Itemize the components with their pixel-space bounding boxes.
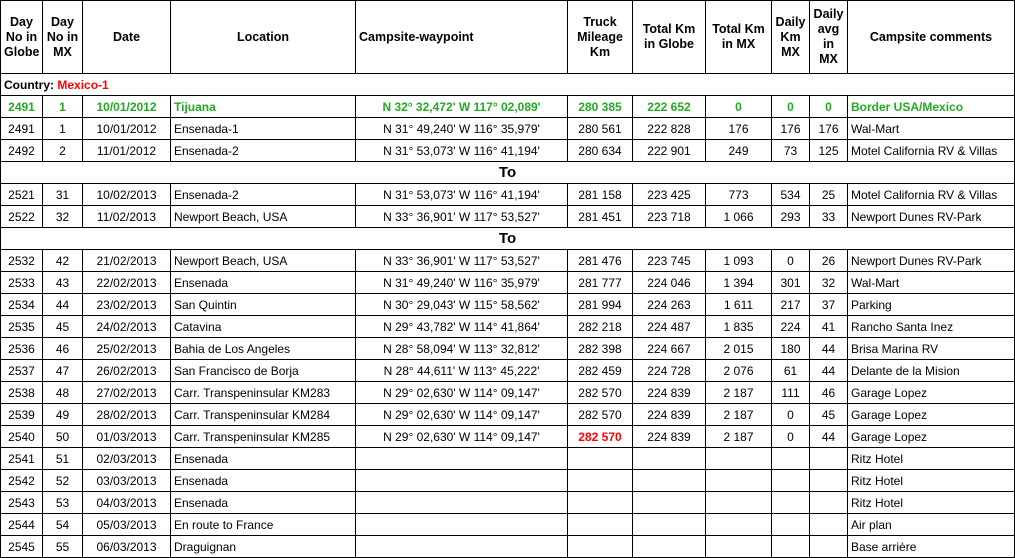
cell-date: 01/03/2013 xyxy=(83,426,171,448)
cell-daily-avg: 46 xyxy=(810,382,848,404)
cell-mileage xyxy=(568,492,633,514)
cell-comments: Wal-Mart xyxy=(848,272,1015,294)
cell-waypoint: N 33° 36,901' W 117° 53,527' xyxy=(356,206,568,228)
table-row xyxy=(1,338,1015,360)
cell-mileage: 280 385 xyxy=(568,96,633,118)
cell-day-mx: 32 xyxy=(43,206,83,228)
cell-daily-km: 0 xyxy=(772,426,810,448)
cell-comments: Newport Dunes RV-Park xyxy=(848,206,1015,228)
cell-day-globe: 2543 xyxy=(1,492,43,514)
table-row xyxy=(1,272,1015,294)
separator-row xyxy=(1,162,1015,184)
cell-comments: Brisa Marina RV xyxy=(848,338,1015,360)
header-comments: Campsite comments xyxy=(848,1,1015,74)
cell-location: Catavina xyxy=(171,316,356,338)
country-label: Country: xyxy=(4,77,54,92)
header-mileage: Truck Mileage Km xyxy=(568,1,633,74)
table-row xyxy=(1,140,1015,162)
cell-date: 23/02/2013 xyxy=(83,294,171,316)
separator-row xyxy=(1,228,1015,250)
header-row xyxy=(1,1,1015,74)
cell-comments: Parking xyxy=(848,294,1015,316)
cell-date: 22/02/2013 xyxy=(83,272,171,294)
cell-daily-km: 180 xyxy=(772,338,810,360)
country-value: Mexico-1 xyxy=(57,77,109,92)
table-row xyxy=(1,514,1015,536)
cell-total-mx: 2 076 xyxy=(706,360,772,382)
cell-daily-km: 0 xyxy=(772,96,810,118)
cell-mileage: 282 570 xyxy=(568,382,633,404)
cell-day-mx: 1 xyxy=(43,118,83,140)
header-location: Location xyxy=(171,1,356,74)
cell-day-globe: 2532 xyxy=(1,250,43,272)
cell-total-mx: 2 187 xyxy=(706,382,772,404)
cell-date: 06/03/2013 xyxy=(83,536,171,558)
cell-daily-km xyxy=(772,492,810,514)
cell-day-globe: 2534 xyxy=(1,294,43,316)
cell-total-mx: 176 xyxy=(706,118,772,140)
cell-day-mx: 42 xyxy=(43,250,83,272)
cell-day-mx: 50 xyxy=(43,426,83,448)
table-row xyxy=(1,118,1015,140)
cell-total-mx: 1 394 xyxy=(706,272,772,294)
cell-day-mx: 46 xyxy=(43,338,83,360)
cell-total-globe: 224 046 xyxy=(633,272,706,294)
cell-daily-km: 534 xyxy=(772,184,810,206)
cell-total-globe xyxy=(633,536,706,558)
cell-day-globe: 2492 xyxy=(1,140,43,162)
cell-mileage: 281 777 xyxy=(568,272,633,294)
table-row xyxy=(1,404,1015,426)
cell-mileage xyxy=(568,470,633,492)
cell-daily-km xyxy=(772,470,810,492)
cell-total-mx: 249 xyxy=(706,140,772,162)
cell-date: 11/01/2012 xyxy=(83,140,171,162)
cell-day-mx: 49 xyxy=(43,404,83,426)
cell-mileage xyxy=(568,514,633,536)
cell-daily-km: 301 xyxy=(772,272,810,294)
cell-total-globe: 224 487 xyxy=(633,316,706,338)
cell-date: 10/01/2012 xyxy=(83,96,171,118)
cell-comments: Motel California RV & Villas xyxy=(848,140,1015,162)
cell-comments: Ritz Hotel xyxy=(848,448,1015,470)
cell-comments: Border USA/Mexico xyxy=(848,96,1015,118)
cell-total-globe: 224 667 xyxy=(633,338,706,360)
header-daily-km: Daily Km MX xyxy=(772,1,810,74)
cell-daily-avg: 41 xyxy=(810,316,848,338)
cell-waypoint: N 29° 02,630' W 114° 09,147' xyxy=(356,426,568,448)
cell-comments: Rancho Santa Inez xyxy=(848,316,1015,338)
header-daily-avg: Daily avg in MX xyxy=(810,1,848,74)
table-row xyxy=(1,492,1015,514)
cell-daily-avg xyxy=(810,470,848,492)
table-row xyxy=(1,96,1015,118)
cell-date: 10/02/2013 xyxy=(83,184,171,206)
cell-total-mx xyxy=(706,492,772,514)
header-date: Date xyxy=(83,1,171,74)
cell-day-globe: 2491 xyxy=(1,118,43,140)
cell-daily-km: 0 xyxy=(772,250,810,272)
cell-daily-km: 224 xyxy=(772,316,810,338)
cell-date: 03/03/2013 xyxy=(83,470,171,492)
cell-total-mx: 1 066 xyxy=(706,206,772,228)
cell-total-globe xyxy=(633,448,706,470)
cell-day-globe: 2544 xyxy=(1,514,43,536)
cell-total-globe: 224 839 xyxy=(633,404,706,426)
cell-location: Draguignan xyxy=(171,536,356,558)
cell-daily-avg: 32 xyxy=(810,272,848,294)
cell-date: 04/03/2013 xyxy=(83,492,171,514)
cell-day-mx: 55 xyxy=(43,536,83,558)
cell-waypoint: N 33° 36,901' W 117° 53,527' xyxy=(356,250,568,272)
cell-total-mx: 1 093 xyxy=(706,250,772,272)
cell-location: Ensenada-1 xyxy=(171,118,356,140)
cell-day-globe: 2539 xyxy=(1,404,43,426)
cell-daily-km: 0 xyxy=(772,404,810,426)
cell-day-globe: 2537 xyxy=(1,360,43,382)
header-total-mx: Total Km in MX xyxy=(706,1,772,74)
table-row xyxy=(1,426,1015,448)
cell-mileage: 282 218 xyxy=(568,316,633,338)
cell-date: 02/03/2013 xyxy=(83,448,171,470)
cell-waypoint: N 29° 02,630' W 114° 09,147' xyxy=(356,382,568,404)
cell-total-globe: 224 839 xyxy=(633,382,706,404)
cell-mileage: 282 570 xyxy=(568,426,633,448)
cell-mileage: 280 561 xyxy=(568,118,633,140)
table-row xyxy=(1,184,1015,206)
cell-date: 11/02/2013 xyxy=(83,206,171,228)
cell-daily-avg: 45 xyxy=(810,404,848,426)
cell-waypoint: N 28° 58,094' W 113° 32,812' xyxy=(356,338,568,360)
table-row xyxy=(1,250,1015,272)
cell-daily-avg: 26 xyxy=(810,250,848,272)
cell-day-mx: 45 xyxy=(43,316,83,338)
cell-day-globe: 2541 xyxy=(1,448,43,470)
cell-mileage xyxy=(568,536,633,558)
cell-daily-km: 111 xyxy=(772,382,810,404)
cell-location: Ensenada-2 xyxy=(171,140,356,162)
cell-total-mx xyxy=(706,448,772,470)
cell-waypoint: N 31° 49,240' W 116° 35,979' xyxy=(356,272,568,294)
cell-day-mx: 51 xyxy=(43,448,83,470)
cell-comments: Garage Lopez xyxy=(848,382,1015,404)
cell-mileage: 281 451 xyxy=(568,206,633,228)
cell-daily-avg xyxy=(810,448,848,470)
cell-total-globe: 224 839 xyxy=(633,426,706,448)
cell-day-mx: 31 xyxy=(43,184,83,206)
cell-waypoint: N 28° 44,611' W 113° 45,222' xyxy=(356,360,568,382)
cell-location: En route to France xyxy=(171,514,356,536)
cell-location: Tijuana xyxy=(171,96,356,118)
cell-waypoint: N 31° 53,073' W 116° 41,194' xyxy=(356,140,568,162)
cell-total-globe xyxy=(633,470,706,492)
cell-date: 05/03/2013 xyxy=(83,514,171,536)
cell-mileage xyxy=(568,448,633,470)
cell-day-mx: 53 xyxy=(43,492,83,514)
cell-day-globe: 2540 xyxy=(1,426,43,448)
cell-daily-km xyxy=(772,536,810,558)
cell-total-globe: 223 745 xyxy=(633,250,706,272)
cell-day-mx: 47 xyxy=(43,360,83,382)
cell-mileage: 282 570 xyxy=(568,404,633,426)
cell-location: Ensenada xyxy=(171,272,356,294)
cell-date: 24/02/2013 xyxy=(83,316,171,338)
cell-date: 10/01/2012 xyxy=(83,118,171,140)
cell-daily-km: 217 xyxy=(772,294,810,316)
cell-total-globe: 222 652 xyxy=(633,96,706,118)
cell-total-globe: 222 828 xyxy=(633,118,706,140)
cell-comments: Wal-Mart xyxy=(848,118,1015,140)
cell-total-globe: 224 263 xyxy=(633,294,706,316)
separator-text: To xyxy=(1,228,1015,250)
header-day-mx: Day No in MX xyxy=(43,1,83,74)
cell-total-globe: 223 718 xyxy=(633,206,706,228)
cell-location: Carr. Transpeninsular KM283 xyxy=(171,382,356,404)
cell-total-mx xyxy=(706,470,772,492)
cell-total-mx: 2 187 xyxy=(706,426,772,448)
cell-day-mx: 52 xyxy=(43,470,83,492)
header-total-globe: Total Km in Globe xyxy=(633,1,706,74)
cell-total-globe: 223 425 xyxy=(633,184,706,206)
country-cell xyxy=(1,74,1015,96)
cell-comments: Air plan xyxy=(848,514,1015,536)
cell-location: Ensenada xyxy=(171,470,356,492)
cell-daily-avg: 44 xyxy=(810,360,848,382)
header-day-globe: Day No in Globe xyxy=(1,1,43,74)
cell-location: Ensenada-2 xyxy=(171,184,356,206)
cell-daily-avg: 37 xyxy=(810,294,848,316)
cell-day-globe: 2538 xyxy=(1,382,43,404)
cell-daily-km: 176 xyxy=(772,118,810,140)
cell-date: 26/02/2013 xyxy=(83,360,171,382)
table-row xyxy=(1,316,1015,338)
cell-mileage: 281 158 xyxy=(568,184,633,206)
cell-comments: Garage Lopez xyxy=(848,426,1015,448)
cell-daily-km: 61 xyxy=(772,360,810,382)
cell-daily-km xyxy=(772,448,810,470)
cell-daily-avg: 44 xyxy=(810,338,848,360)
cell-day-globe: 2522 xyxy=(1,206,43,228)
cell-location: Bahia de Los Angeles xyxy=(171,338,356,360)
table-row xyxy=(1,448,1015,470)
cell-waypoint xyxy=(356,536,568,558)
cell-day-globe: 2542 xyxy=(1,470,43,492)
header-waypoint: Campsite-waypoint xyxy=(356,1,568,74)
cell-date: 28/02/2013 xyxy=(83,404,171,426)
cell-comments: Ritz Hotel xyxy=(848,470,1015,492)
cell-daily-avg: 25 xyxy=(810,184,848,206)
cell-total-mx: 1 611 xyxy=(706,294,772,316)
cell-day-mx: 54 xyxy=(43,514,83,536)
cell-daily-avg xyxy=(810,492,848,514)
cell-comments: Motel California RV & Villas xyxy=(848,184,1015,206)
cell-waypoint xyxy=(356,514,568,536)
cell-daily-avg: 0 xyxy=(810,96,848,118)
cell-mileage: 281 994 xyxy=(568,294,633,316)
cell-daily-avg: 44 xyxy=(810,426,848,448)
cell-day-globe: 2536 xyxy=(1,338,43,360)
table-row xyxy=(1,382,1015,404)
cell-daily-avg xyxy=(810,536,848,558)
cell-date: 25/02/2013 xyxy=(83,338,171,360)
cell-location: Newport Beach, USA xyxy=(171,206,356,228)
cell-daily-km: 73 xyxy=(772,140,810,162)
cell-total-mx: 2 015 xyxy=(706,338,772,360)
cell-waypoint xyxy=(356,470,568,492)
cell-waypoint: N 31° 53,073' W 116° 41,194' xyxy=(356,184,568,206)
country-row xyxy=(1,74,1015,96)
cell-location: San Francisco de Borja xyxy=(171,360,356,382)
cell-day-globe: 2545 xyxy=(1,536,43,558)
cell-total-mx xyxy=(706,514,772,536)
cell-total-globe xyxy=(633,492,706,514)
cell-day-globe: 2491 xyxy=(1,96,43,118)
cell-daily-km: 293 xyxy=(772,206,810,228)
cell-day-mx: 2 xyxy=(43,140,83,162)
cell-daily-km xyxy=(772,514,810,536)
cell-total-mx: 2 187 xyxy=(706,404,772,426)
table-row xyxy=(1,294,1015,316)
cell-location: Ensenada xyxy=(171,448,356,470)
cell-comments: Ritz Hotel xyxy=(848,492,1015,514)
cell-total-mx xyxy=(706,536,772,558)
cell-comments: Newport Dunes RV-Park xyxy=(848,250,1015,272)
cell-total-globe: 224 728 xyxy=(633,360,706,382)
cell-waypoint: N 31° 49,240' W 116° 35,979' xyxy=(356,118,568,140)
cell-mileage: 280 634 xyxy=(568,140,633,162)
cell-waypoint: N 29° 43,782' W 114° 41,864' xyxy=(356,316,568,338)
cell-waypoint: N 30° 29,043' W 115° 58,562' xyxy=(356,294,568,316)
table-row xyxy=(1,536,1015,558)
cell-location: Newport Beach, USA xyxy=(171,250,356,272)
cell-comments: Base arrière xyxy=(848,536,1015,558)
cell-total-globe: 222 901 xyxy=(633,140,706,162)
cell-comments: Delante de la Mision xyxy=(848,360,1015,382)
cell-location: San Quintin xyxy=(171,294,356,316)
cell-daily-avg xyxy=(810,514,848,536)
cell-mileage: 281 476 xyxy=(568,250,633,272)
cell-day-globe: 2521 xyxy=(1,184,43,206)
cell-comments: Garage Lopez xyxy=(848,404,1015,426)
cell-location: Carr. Transpeninsular KM285 xyxy=(171,426,356,448)
cell-day-mx: 44 xyxy=(43,294,83,316)
cell-waypoint xyxy=(356,448,568,470)
cell-date: 27/02/2013 xyxy=(83,382,171,404)
cell-day-globe: 2535 xyxy=(1,316,43,338)
cell-total-globe xyxy=(633,514,706,536)
cell-day-globe: 2533 xyxy=(1,272,43,294)
cell-waypoint: N 29° 02,630' W 114° 09,147' xyxy=(356,404,568,426)
table-row xyxy=(1,470,1015,492)
cell-location: Ensenada xyxy=(171,492,356,514)
separator-text: To xyxy=(1,162,1015,184)
cell-day-mx: 1 xyxy=(43,96,83,118)
cell-daily-avg: 125 xyxy=(810,140,848,162)
cell-total-mx: 773 xyxy=(706,184,772,206)
cell-waypoint xyxy=(356,492,568,514)
table-row xyxy=(1,360,1015,382)
cell-day-mx: 43 xyxy=(43,272,83,294)
cell-location: Carr. Transpeninsular KM284 xyxy=(171,404,356,426)
cell-daily-avg: 33 xyxy=(810,206,848,228)
table-row xyxy=(1,206,1015,228)
cell-total-mx: 1 835 xyxy=(706,316,772,338)
cell-mileage: 282 398 xyxy=(568,338,633,360)
cell-daily-avg: 176 xyxy=(810,118,848,140)
cell-day-mx: 48 xyxy=(43,382,83,404)
cell-waypoint: N 32° 32,472' W 117° 02,089' xyxy=(356,96,568,118)
cell-mileage: 282 459 xyxy=(568,360,633,382)
cell-date: 21/02/2013 xyxy=(83,250,171,272)
cell-total-mx: 0 xyxy=(706,96,772,118)
